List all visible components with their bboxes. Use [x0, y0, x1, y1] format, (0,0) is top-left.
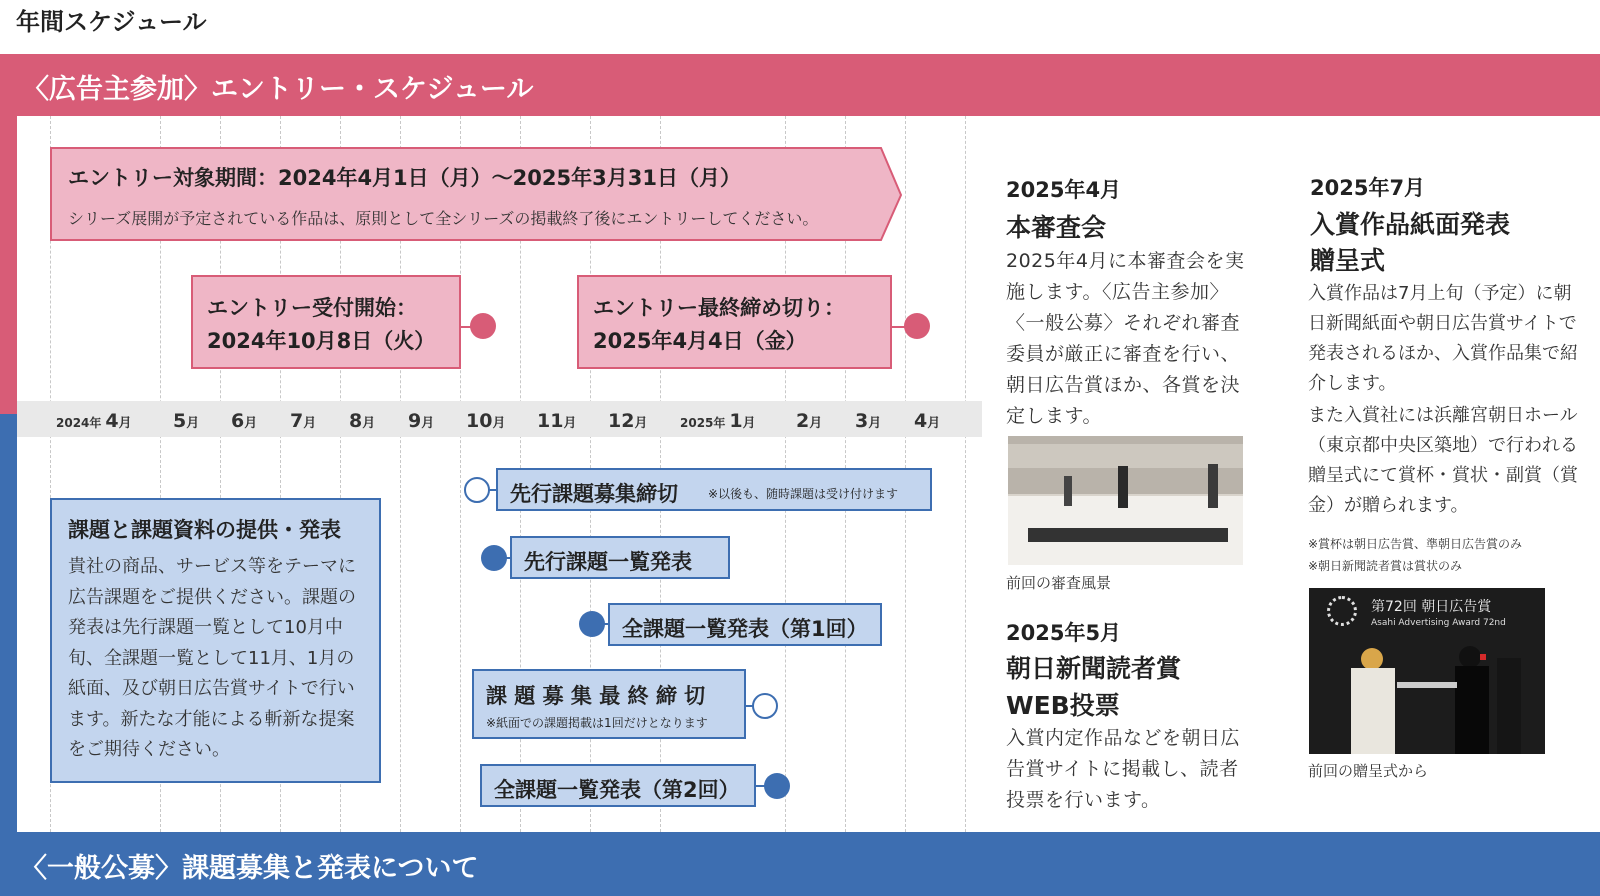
general-side-bar — [0, 414, 17, 832]
assignments-box — [50, 498, 381, 783]
month-label: 11月 — [537, 410, 577, 432]
advertiser-side-bar — [0, 116, 17, 414]
month-label: 2025年 1月 — [680, 410, 756, 432]
ceremony-title1: 入賞作品紙面発表 — [1310, 210, 1511, 239]
advance-list-box — [510, 536, 730, 579]
assignments-title: 課題と課題資料の提供・発表 — [68, 518, 341, 542]
advance-deadline-label: 先行課題募集締切 — [510, 482, 678, 506]
judging-body: 2025年4月に本審査会を実施します。〈広告主参加〉〈一般公募〉それぞれ審査委員が厳正に審査を行い、朝日広告賞ほか、各賞を決定します。 — [1006, 250, 1245, 427]
entry-period-arrow — [49, 146, 905, 244]
advertiser-section-title: 〈広告主参加〉エントリー・スケジュール — [22, 74, 534, 105]
month-label: 12月 — [608, 410, 648, 432]
month-label: 2024年 4月 — [56, 410, 132, 432]
advance-list-label: 先行課題一覧発表 — [524, 550, 692, 574]
entry-close-line1: エントリー最終締め切り： — [593, 296, 845, 320]
entry-period-title: エントリー対象期間：2024年4月1日（月）～2025年3月31日（月） — [68, 166, 741, 190]
advance-deadline-note: ※以後も、随時課題は受け付けます — [708, 487, 899, 501]
advance-list-marker — [481, 545, 507, 571]
entry-close-box — [577, 275, 892, 369]
judging-title: 本審査会 — [1006, 213, 1107, 242]
final-deadline-label: 課 題 募 集 最 終 締 切 — [486, 684, 706, 708]
entry-close-marker — [904, 313, 930, 339]
month-label: 5月 — [173, 410, 200, 432]
entry-open-box — [191, 275, 461, 369]
ceremony-note2: ※朝日新聞読者賞は賞状のみ — [1308, 559, 1463, 573]
all-list-2-box — [480, 764, 756, 807]
ceremony-photo-sign2: Asahi Advertising Award 72nd — [1371, 618, 1506, 628]
month-label: 9月 — [408, 410, 435, 432]
month-label: 7月 — [290, 410, 317, 432]
readers-vote-title1: 朝日新聞読者賞 — [1006, 654, 1182, 683]
all-list-2-label: 全課題一覧発表（第2回） — [494, 778, 740, 802]
month-label: 2月 — [796, 410, 823, 432]
entry-open-line1: エントリー受付開始： — [207, 296, 417, 320]
ceremony-photo-sign1: 第72回 朝日広告賞 — [1371, 599, 1492, 615]
all-list-1-label: 全課題一覧発表（第1回） — [622, 617, 868, 641]
readers-vote-date: 2025年5月 — [1006, 621, 1122, 645]
final-deadline-box — [472, 669, 746, 739]
entry-close-line2: 2025年4月4日（金） — [593, 329, 807, 353]
month-label: 4月 — [914, 410, 941, 432]
advance-deadline-marker — [464, 477, 490, 503]
all-list-2-marker — [764, 773, 790, 799]
page-title: 年間スケジュール — [16, 8, 207, 36]
ceremony-caption: 前回の贈呈式から — [1308, 762, 1429, 780]
all-list-1-box — [608, 603, 882, 646]
judging-photo — [1008, 436, 1243, 565]
advance-deadline-box — [496, 468, 932, 511]
month-label: 3月 — [855, 410, 882, 432]
ceremony-note1: ※賞杯は朝日広告賞、準朝日広告賞のみ — [1308, 537, 1523, 551]
entry-open-line2: 2024年10月8日（火） — [207, 329, 436, 353]
ceremony-photo — [1309, 588, 1545, 754]
month-label: 10月 — [466, 410, 506, 432]
month-label: 8月 — [349, 410, 376, 432]
readers-vote-body: 入賞内定作品などを朝日広告賞サイトに掲載し、読者投票を行います。 — [1006, 727, 1241, 811]
final-deadline-marker — [752, 693, 778, 719]
judging-date: 2025年4月 — [1006, 178, 1122, 202]
ceremony-body1: 入賞作品は7月上旬（予定）に朝日新聞紙面や朝日広告賞サイトで発表されるほか、入賞作品集で紹介します。 — [1308, 283, 1578, 394]
general-section-title: 〈一般公募〉課題募集と発表について — [20, 853, 479, 884]
entry-open-marker — [470, 313, 496, 339]
judging-caption: 前回の審査風景 — [1006, 574, 1112, 592]
final-deadline-note: ※紙面での課題掲載は1回だけとなります — [486, 716, 708, 730]
ceremony-date: 2025年7月 — [1310, 176, 1426, 200]
all-list-1-marker — [579, 611, 605, 637]
entry-period-note: シリーズ展開が予定されている作品は、原則として全シリーズの掲載終了後にエントリーしてください。 — [68, 209, 819, 228]
readers-vote-title2: WEB投票 — [1006, 691, 1120, 720]
month-label: 6月 — [231, 410, 258, 432]
ceremony-title2: 贈呈式 — [1310, 246, 1386, 275]
ceremony-body2: また入賞社には浜離宮朝日ホール（東京都中央区築地）で行われる贈呈式にて賞杯・賞状・副賞（賞金）が贈られます。 — [1308, 405, 1578, 516]
assignments-body: 貴社の商品、サービス等をテーマに広告課題をご提供ください。課題の発表は先行課題一覧として10月中旬、全課題一覧として11月、1月の紙面、及び朝日広告賞サイトで行います。新たな才能による斬新な提案をご期待ください。 — [68, 556, 356, 760]
